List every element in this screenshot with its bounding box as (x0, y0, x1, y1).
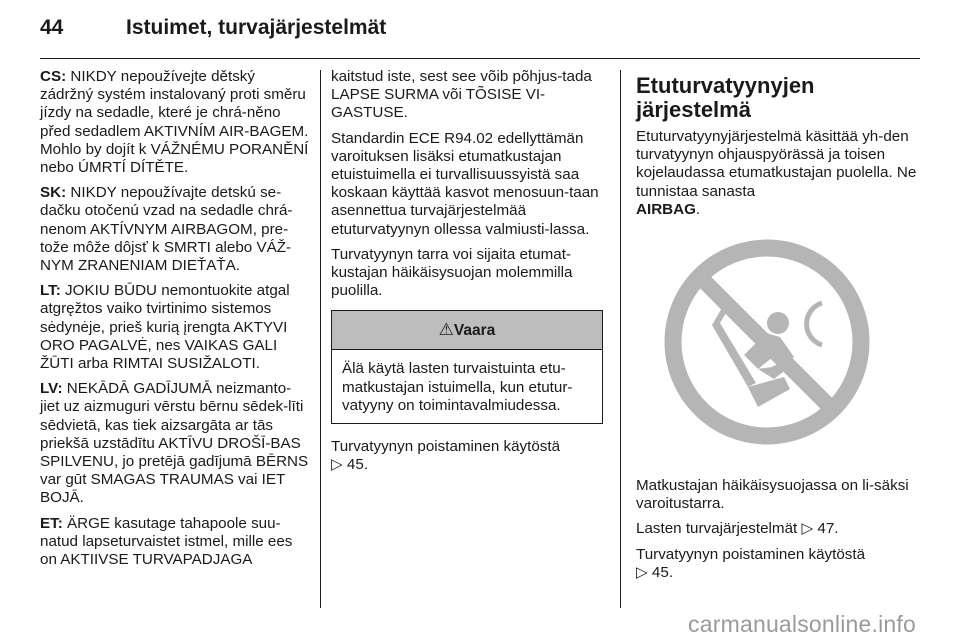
warning-et (40, 515, 310, 570)
arrow-reference-icon: ▷ (636, 563, 648, 581)
cross-reference-page: 45. (346, 456, 369, 474)
arrow-reference-icon: ▷ (801, 520, 814, 538)
column-1 (40, 68, 310, 576)
airbag-keyword: AIRBAG (636, 200, 696, 218)
cross-reference-text: Turvatyynyn poistaminen käytöstä (636, 545, 866, 563)
lang-code-lv: LV: (40, 380, 63, 398)
running-title: Istuimet, turvajärjestelmät (126, 16, 387, 39)
no-child-seat-prohibition-icon (662, 237, 872, 447)
figure-caption: Matkustajan häikäisysuojassa on li-säksi varoitustarra. (636, 477, 909, 513)
warning-cs (40, 68, 310, 177)
intro-end: . (695, 200, 701, 218)
warning-lt (40, 282, 310, 373)
lang-code-sk: SK: (40, 184, 67, 202)
cross-reference-page: 45. (651, 563, 674, 581)
warning-text: Älä käytä lasten turvaistuinta etu-matkustajan istuimella, kun etutur-vatyyny on toimintavalmiudessa. (342, 360, 573, 414)
page-header (40, 14, 920, 50)
warning-triangle-icon: ⚠ (438, 320, 454, 340)
cross-reference (331, 438, 603, 474)
warning-et-text: ÄRGE kasutage tahapoole suu-natud lapseturvaistet istmel, mille ees on AKTIIVSE TURVAPADJAGA (40, 514, 293, 569)
warning-header (332, 311, 602, 350)
warning-cs-text: NIKDY nepoužívejte dětský zádržný systém instalovaný proti směru jízdy na sedadle, které je chrá-něno před sedadlem AKTIVNÍM AIR-BAGEM. Mohlo by dojít k VÁŽNÉMU PORANĚNÍ nebo ÚMRTÍ DÍTĚTE. (40, 68, 309, 177)
column-3 (636, 68, 926, 589)
intro-paragraph (636, 128, 926, 219)
cross-reference-text: Lasten turvajärjestelmät (636, 520, 798, 538)
column-divider-2 (620, 70, 621, 608)
warning-sk (40, 184, 310, 275)
cross-reference (636, 546, 926, 582)
intro-text: Etuturvatyynyjärjestelmä käsittää yh-den turvatyynyn ohjauspyörässä ja toisen kojelaudassa etumatkustajan puolella. Ne tunnistaa sanasta (636, 128, 917, 200)
watermark: carmanualsonline.info (688, 611, 916, 637)
cross-reference-text: Turvatyynyn poistaminen käytöstä (331, 438, 561, 456)
warning-lv (40, 380, 310, 507)
paragraph: Standardin ECE R94.02 edellyttämän varoituksen lisäksi etumatkustajan etuistuimella ei turvallisuussyistä saa koskaan käyttää kasvot menosuun-taan asennettua turvajärjestelmää etuturvatyynyn ollessa valmiusti-lassa. (331, 129, 599, 238)
page-number: 44 (40, 16, 64, 39)
column-divider-1 (320, 70, 321, 608)
lang-code-et: ET: (40, 514, 63, 532)
paragraph: Turvatyynyn tarra voi sijaita etumat-kustajan häikäisysuojan molemmilla puolilla. (331, 245, 573, 300)
lang-code-lt: LT: (40, 282, 61, 300)
warning-sk-text: NIKDY nepoužívajte detskú se-dačku otočenú vzad na sedadle chrá-nenom AKTÍVNYM AIRBAGOM, pre-tože môže dôjsť k SMRTI alebo VÁŽ-NYM ZRANENIAM DIEŤAŤA. (40, 184, 293, 275)
arrow-reference-icon: ▷ (331, 456, 343, 474)
warning-lt-text: JOKIU BŪDU nemontuokite atgal atgręžtos vaiko tvirtinimo sistemos sėdynėje, prieš kurią įrengta AKTYVI ORO PAGALVĖ, nes VAIKAS GALI ŽŪTI arba RIMTAI SUSIŽALOTI. (40, 282, 290, 373)
section-title: Etuturvatyynyjen järjestelmä (636, 73, 815, 122)
header-rule (40, 58, 920, 59)
cross-reference (636, 520, 926, 538)
warning-lv-text: NEKĀDĀ GADĪJUMĀ neizmanto-jiet uz aizmuguri vērstu bērnu sēdek-līti sēdvietā, kas tiek aizsargāta ar tās priekšā uzstādītu AKTĪVU DROŠĪ-BAS SPILVENU, jo pretējā gadījumā BĒRNS var gūt SMAGAS TRAUMAS vai IET BOJĀ. (40, 380, 309, 507)
warning-title: Vaara (453, 322, 496, 340)
paragraph: kaitstud iste, sest see võib põhjus-tada LAPSE SURMA või TÕSISE VI-GASTUSE. (331, 68, 592, 122)
cross-reference-page: 47. (817, 520, 839, 538)
column-2 (331, 68, 603, 481)
lang-code-cs: CS: (40, 68, 67, 85)
warning-box (331, 310, 603, 424)
